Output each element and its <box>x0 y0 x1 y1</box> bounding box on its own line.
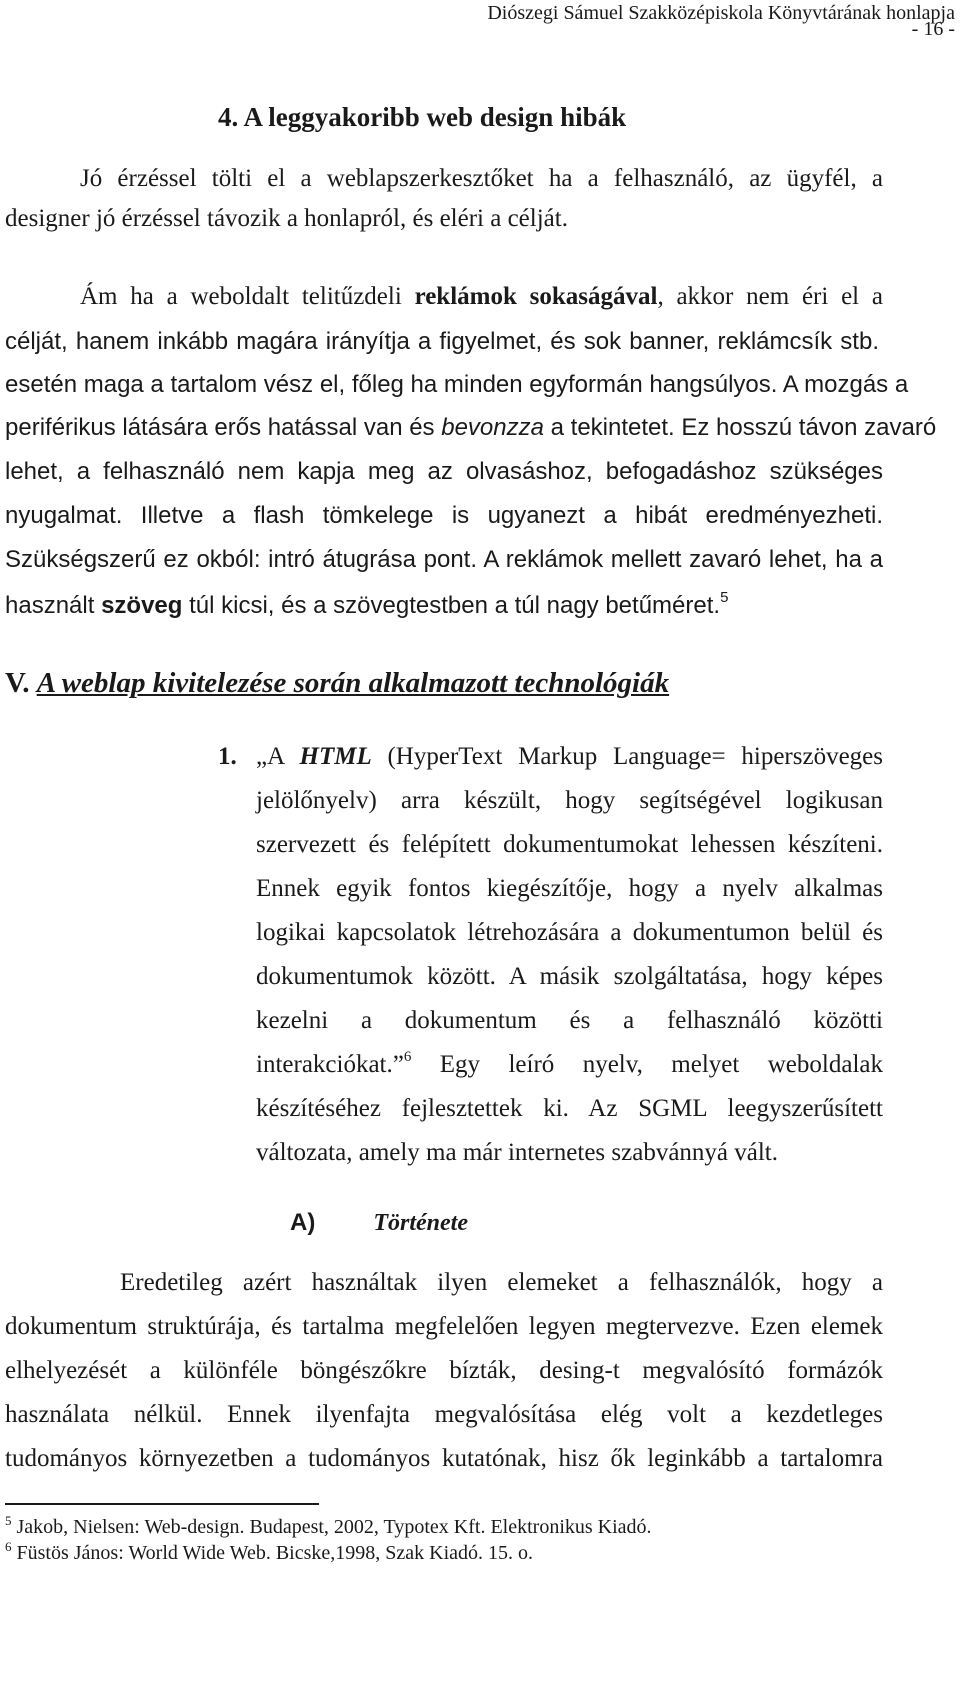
footnote-ref-5: 5 <box>720 589 729 606</box>
item1-line5: logikai kapcsolatok létrehozására a dokumentumon belül és <box>256 919 883 946</box>
para2-line7: Szükségszerű ez okból: intró átugrása pont. A reklámok mellett zavaró lehet, ha a <box>5 546 883 573</box>
subsection-heading-A <box>290 1209 468 1237</box>
para3-line4: használata nélkül. Ennek ilyenfajta megvalósítása elég volt a kezdetleges <box>5 1401 883 1428</box>
footnote-ref-6: 6 <box>403 1049 412 1065</box>
item1-line7: kezelni a dokumentum és a felhasználó közötti <box>256 1007 883 1034</box>
para3-line5: tudományos környezetben a tudományos kutatónak, hisz ők leginkább a tartalomra <box>5 1445 883 1472</box>
para3-line3: elhelyezését a különféle böngészőkre bízták, desing-t megvalósító formázók <box>5 1357 883 1384</box>
item1-line3: szervezett és felépített dokumentumokat lehessen készíteni. <box>256 831 883 858</box>
item1-line6: dokumentumok között. A másik szolgáltatása, hogy képes <box>256 963 883 990</box>
para2-line3: esetén maga a tartalom vész el, főleg ha minden egyformán hangsúlyos. A mozgás a <box>5 371 909 398</box>
para1-line2: designer jó érzéssel távozik a honlapról, és eléri a célját. <box>5 205 568 232</box>
para2-line6: nyugalmat. Illetve a flash tömkelege is ugyanezt a hibát eredményezheti. <box>5 502 883 529</box>
section-number: V. <box>5 667 30 699</box>
para3-line2: dokumentum struktúrája, és tartalma megfelelően legyen megtervezve. Ezen elemek <box>5 1313 883 1340</box>
section-title: A leggyakoribb web design hibák <box>243 102 627 132</box>
subsection-title: Története <box>373 1210 468 1236</box>
para2-line8: használt szöveg túl kicsi, és a szövegtestben a túl nagy betűméret.$^5$ <box>5 589 729 619</box>
list-item-number: 1. <box>218 743 237 770</box>
item1-line10: változata, amely ma már internetes szabvánnyá vált. <box>256 1139 778 1166</box>
section-heading-4 <box>218 102 626 133</box>
subsection-label: A) <box>290 1209 316 1236</box>
item1-line8: interakciókat.”$^6$ Egy leíró nyelv, melyet weboldalak <box>256 1049 883 1078</box>
item1-line4: Ennek egyik fontos kiegészítője, hogy a nyelv alkalmas <box>256 875 883 902</box>
section-number: 4. <box>218 102 239 132</box>
para2-line2: célját, hanem inkább magára irányítja a figyelmet, és sok banner, reklámcsík stb. <box>5 328 879 355</box>
item1-line2: jelölőnyelv) arra készült, hogy segítségével logikusan <box>256 787 883 814</box>
para3-line1: Eredetileg azért használtak ilyen elemeket a felhasználók, hogy a <box>120 1269 883 1296</box>
para2-line5: lehet, a felhasználó nem kapja meg az olvasáshoz, befogadáshoz szükséges <box>5 458 883 485</box>
para2-line4: periférikus látására erős hatással van és bevonzza a tekintetet. Ez hosszú távon zavaró <box>5 414 937 441</box>
para1-line1: Jó érzéssel tölti el a weblapszerkesztőket ha a felhasználó, az ügyfél, a <box>80 165 883 192</box>
para2-line1: Ám ha a weboldalt telitűzdeli reklámok sokaságával, akkor nem éri el a <box>80 283 883 310</box>
item1-line9: készítéséhez fejlesztettek ki. Az SGML leegyszerűsített <box>256 1095 883 1122</box>
footnote-5: $^5$ Jakob, Nielsen: Web-design. Budapest, 2002, Typotex Kft. Elektronikus Kiadó. <box>5 1513 652 1538</box>
section-heading-V <box>5 667 669 700</box>
page-number: - 16 - <box>911 18 955 40</box>
footnote-6: $^6$ Füstös János: World Wide Web. Bicske,1998, Szak Kiadó. 15. o. <box>5 1539 534 1564</box>
header-site-title: Diószegi Sámuel Szakközépiskola Könyvtárának honlapja <box>487 2 955 24</box>
item1-line1: „A HTML (HyperText Markup Language= hiperszöveges <box>256 743 883 770</box>
section-title: A weblap kivitelezése során alkalmazott technológiák <box>36 667 670 699</box>
footnote-separator <box>5 1503 319 1505</box>
